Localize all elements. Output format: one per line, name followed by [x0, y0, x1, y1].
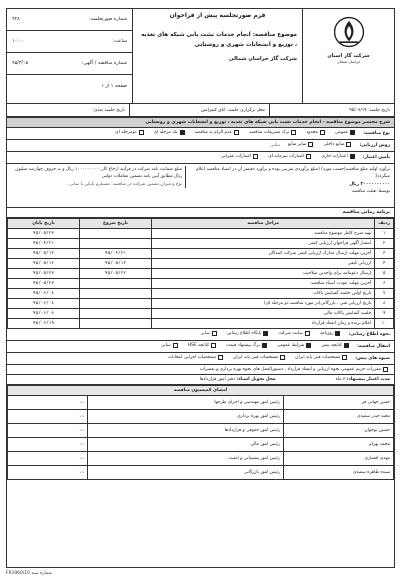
session-number-label: شماره صورتجلسه: — [89, 17, 127, 22]
schedule-start: ۹۵/۰۵/۱۲ — [80, 259, 152, 269]
docs2-label: شیوه های پیش: — [355, 356, 390, 361]
hour-label: ساعت: — [112, 39, 127, 44]
schedule-step: اعلام برنده و زمان انعقاد قرارداد — [152, 319, 375, 329]
schedule-step: انتشار آگهی فراخوان ارزیابی کیفی — [152, 239, 375, 249]
docs-option-label: کتابچه HSE — [187, 343, 210, 348]
schedule-step: تاریخ اولین جلسه گشایش پاکات — [152, 289, 375, 299]
page-row — [7, 75, 132, 97]
schedule-start — [80, 319, 152, 329]
signer-signature — [8, 438, 88, 452]
schedule-num: ۷ — [375, 289, 394, 299]
signer-row — [8, 424, 394, 438]
tender-type-option-label: ترک تشریفات مناقصه — [249, 130, 290, 135]
docs2-checkbox[interactable] — [218, 355, 223, 360]
publish-checkbox[interactable] — [335, 331, 340, 336]
subject — [138, 31, 297, 50]
schedule-end: ۹۵/۰۵/۲۷ — [8, 269, 80, 279]
funding-checkbox[interactable] — [350, 154, 355, 159]
session-place: اتاق کنفرانس — [200, 108, 226, 113]
funding-options — [213, 154, 357, 161]
schedule-header-step: مراحل مناقصه — [152, 219, 375, 229]
schedule-num: ۲ — [375, 239, 394, 249]
tender-type-checkbox[interactable] — [234, 130, 239, 135]
publish-option[interactable] — [227, 331, 271, 336]
evaluation-option-label: منابع داخلی — [323, 142, 345, 147]
schedule-step: تهیه شرح کامل موضوع مناقصه — [152, 229, 375, 239]
signers-table — [7, 385, 394, 480]
schedule-row — [8, 279, 394, 289]
schedule-row — [8, 239, 394, 249]
schedule-step: آخرین مهلت عودت اسناد مناقصه — [152, 279, 375, 289]
docs-option-label: ساير — [162, 343, 171, 348]
evaluation-option-label: سایر منابع — [287, 142, 307, 147]
publish-checkbox[interactable] — [212, 331, 217, 336]
schedule-num: ۶ — [375, 279, 394, 289]
tender-number: ۹۵/۳/۰۵ — [12, 61, 29, 66]
schedule-start — [80, 299, 152, 309]
session-row — [7, 103, 394, 117]
funding-checkbox[interactable] — [253, 154, 258, 159]
schedule-row — [8, 289, 394, 299]
docs-checkbox[interactable] — [173, 343, 178, 348]
docs2-option-label: مشخصات فنی پایه ایران — [233, 355, 279, 360]
docs-option[interactable] — [277, 343, 314, 348]
docs-options — [154, 343, 351, 350]
schedule-num: ۳ — [375, 249, 394, 259]
docs-option[interactable] — [188, 343, 218, 348]
logo-title: شرکت گاز استان — [327, 53, 370, 59]
schedule-table — [7, 218, 394, 329]
guarantee-note: نوع و میزان تضمین شرکت در مناقصه: مستلزم بانکی یا سایر... — [66, 181, 182, 187]
schedule-step: جلسه گشایش پاکات مالی — [152, 309, 375, 319]
tender-type-option-label: عدم الزام به مناقصه — [194, 130, 233, 135]
tender-type-option-label: عمومی — [334, 130, 349, 135]
docs-checkbox[interactable] — [262, 343, 267, 348]
docs2-checkbox[interactable] — [342, 355, 347, 360]
session-date-label: تاریخ جلسه: — [367, 108, 390, 113]
form-title: فرم صورتجلسه پیش از فراخوان — [169, 12, 266, 19]
publish-option[interactable] — [278, 331, 311, 336]
schedule-end: ۹۵/۰۶/۰۸ — [8, 309, 80, 319]
next-session-cell — [7, 104, 129, 117]
schedule-row — [8, 269, 394, 279]
subject-label: موضوع مناقصه: — [252, 32, 297, 38]
tender-type-option-label: دومرحله ای — [115, 130, 137, 135]
schedule-num: ۸ — [375, 299, 394, 309]
signer-signature — [8, 424, 88, 438]
estimate-amount: ۲۰۰۰۰۰۰۰۰۰۰ ریال — [349, 181, 390, 187]
schedule-row — [8, 319, 394, 329]
funding-option-label: اعتبارات عمرانی — [220, 154, 252, 159]
session-place-cell — [129, 104, 269, 117]
docs2-checkbox[interactable] — [280, 355, 285, 360]
signer-row — [8, 466, 394, 480]
period-label: مدت اعتبار پیشنهاد: — [346, 377, 390, 382]
signer-role: رئیس امور مالی — [88, 438, 284, 452]
tender-type-label: نوع مناقصه: — [363, 131, 390, 136]
signer-signature — [8, 466, 88, 480]
schedule-end: ۹۵/۰۵/۲۳ — [8, 229, 80, 239]
signer-signature — [8, 452, 88, 466]
evaluation-option[interactable] — [323, 142, 353, 147]
schedule-start — [80, 289, 152, 299]
docs2-options — [160, 355, 349, 362]
tender-type-option[interactable] — [195, 130, 242, 135]
tender-type-option-label: یک مرحله ای — [153, 130, 178, 135]
signature-scribble-icon: 〰 — [78, 456, 84, 462]
signers-title: امضای کمیسیون مناقصه — [8, 386, 394, 396]
docs2-option-label: مشخصات فنی پایه ایران — [295, 355, 341, 360]
docs-option[interactable] — [321, 343, 351, 348]
tender-type-option[interactable] — [249, 130, 298, 135]
funding-option[interactable] — [268, 154, 313, 159]
docs-checkbox[interactable] — [306, 343, 311, 348]
signer-row — [8, 396, 394, 410]
signer-name: حسن جهانی فر — [284, 396, 394, 410]
tender-type-checkbox[interactable] — [180, 130, 185, 135]
signer-name: حسین نوجوان — [284, 424, 394, 438]
evaluation-other: سایر: — [269, 143, 280, 148]
evaluation-label: روش ارزیابی: — [359, 143, 390, 148]
evaluation-checkbox[interactable] — [346, 142, 351, 147]
schedule-start — [80, 229, 152, 239]
signer-role: رئیس امور بازرگانی — [88, 466, 284, 480]
funding-option-label: اعتبارات سرمایه ای — [268, 154, 305, 159]
funding-checkbox[interactable] — [306, 154, 311, 159]
schedule-row — [8, 309, 394, 319]
schedule-row — [8, 299, 394, 309]
docs-checkbox[interactable] — [211, 343, 216, 348]
estimate-row — [7, 164, 394, 208]
signer-name: سیده طاهره سعیدی — [284, 466, 394, 480]
publish-option-label: پایگاه اطلاع رسانی — [226, 331, 262, 336]
schedule-step: ارزیابی کیفی — [152, 259, 375, 269]
period-value: ۳ ماه — [335, 377, 346, 382]
delivery-value: دفتر امور قراردادها — [199, 377, 235, 382]
schedule-end: ۹۵/۰۴/۲۱ — [8, 239, 80, 249]
docs-option[interactable] — [162, 343, 180, 348]
signer-name: مجید حیدر سعیدی — [284, 410, 394, 424]
schedule-num: ۱ — [375, 229, 394, 239]
docs-option-label: کتابچه پیش — [321, 343, 343, 348]
schedule-start — [80, 239, 152, 249]
signer-signature — [8, 396, 88, 410]
signature-scribble-icon: 〰 — [78, 414, 84, 420]
schedule-header-end: تاریخ پایان — [8, 219, 80, 229]
schedule-end: ۹۵/۰۵/۱۲ — [8, 249, 80, 259]
docs-label: انتقال مناقصه: — [357, 344, 390, 349]
publish-option-label: سایر — [201, 331, 210, 336]
company-name: شرکت گاز خراسان شمالی — [228, 56, 297, 62]
signer-role: رئیس امور مهندسی و اجرای طرحها — [88, 396, 284, 410]
guarantee-block — [11, 166, 186, 188]
funding-option[interactable] — [221, 154, 260, 159]
tender-type-checkbox[interactable] — [291, 130, 296, 135]
subject-value: انجام خدمات نشت یابی شبکه های تغذیه ، توزیع و انشعابات شهری و روستایی — [141, 32, 297, 48]
tender-number-label: شماره مناقصه / آگهی: — [81, 61, 127, 66]
publish-label: نحوه اطلاع رسانی: — [348, 332, 390, 337]
evaluation-row — [7, 140, 394, 152]
form-header — [7, 9, 394, 117]
signer-row — [8, 438, 394, 452]
funding-option-label: اعتبارات جاری — [321, 154, 348, 159]
signer-signature — [8, 410, 88, 424]
docs2-row — [7, 353, 394, 365]
signers-title-row — [8, 386, 394, 396]
company-logo-icon — [332, 15, 366, 49]
signer-row — [8, 452, 394, 466]
section-title: شرح مختصر موضوع مناقصه - انجام خدمات نشت یابی شبکه های تغذیه ، توزیع و انشعابات شهری و روستایی — [7, 117, 394, 128]
tender-type-option[interactable] — [306, 130, 327, 135]
delivery-label: محل تحویل اسناد: — [236, 377, 276, 382]
hour-row — [7, 31, 132, 53]
publish-option-label: روزنامه — [319, 331, 334, 336]
evaluation-checkbox[interactable] — [308, 142, 313, 147]
docs3-checkbox[interactable] — [383, 367, 388, 372]
schedule-row — [8, 229, 394, 239]
schedule-num: ۹ — [375, 309, 394, 319]
tender-type-checkbox[interactable] — [320, 130, 325, 135]
funding-row — [7, 152, 394, 164]
schedule-num: ۱۰ — [375, 319, 394, 329]
schedule-header-num: ردیف — [375, 219, 394, 229]
evaluation-options — [280, 142, 354, 149]
schedule-start — [80, 279, 152, 289]
publish-option[interactable] — [201, 331, 219, 336]
schedule-num: ۴ — [375, 259, 394, 269]
hour-value: ۱۰:۰۰ — [12, 39, 24, 44]
next-session-label: تاریخ جلسه بعدی: — [92, 108, 125, 113]
schedule-step: ارسال دعوتنامه برای واجدین صلاحیت — [152, 269, 375, 279]
docs-option[interactable] — [226, 343, 269, 348]
tender-type-checkbox[interactable] — [350, 130, 355, 135]
docs-option-label: برگ پیشنهاد قیمت — [226, 343, 260, 348]
schedule-row — [8, 249, 394, 259]
estimate-block — [190, 166, 390, 196]
tender-type-option-label: محدود — [306, 130, 318, 135]
signer-name: مهدی افشاری — [284, 452, 394, 466]
schedule-row — [8, 259, 394, 269]
docs3-text: مقررات حریم عمومی نحوه ارزیابی و انعقاد قرارداد , دستورالعمل های نحوه بهره برداری و تعمیرات — [199, 367, 381, 372]
form-body — [7, 117, 394, 480]
session-place-label: محل برگزاری جلسه: — [226, 108, 265, 113]
schedule-end: ۹۵/۰۵/۱۶ — [8, 259, 80, 269]
schedule-title: برنامه زمانی مناقصه — [7, 208, 394, 218]
signature-scribble-icon: 〰 — [78, 470, 84, 476]
signer-role: رئیس امور پشتیبانی و امنیت — [88, 452, 284, 466]
tender-type-checkbox[interactable] — [139, 130, 144, 135]
logo-subtitle: خراسان شمالی — [336, 59, 361, 64]
period-row — [7, 375, 394, 385]
schedule-step: آخرین مهلت ارسال مدارک ارزیابی کیفی شرکت کنندگان — [152, 249, 375, 259]
signature-scribble-icon: 〰 — [78, 400, 84, 406]
tender-type-options — [107, 130, 357, 137]
schedule-end: ۹۵/۰۶/۰۸ — [8, 299, 80, 309]
guarantee-text: مبلغ ضمانت نامه شرکت در فرآیند ارجاع کار: ۱۰۰۰۰۰۰۰۰۰ ریال و به حروف چهارصد میلیون ریال مطابق آیین نامه تضمین معاملات دولتی — [15, 167, 182, 180]
schedule-end: ۹۵/۰۵/۲۷ — [8, 279, 80, 289]
page-label: صفحه ۱ از ۱ — [101, 83, 127, 89]
tender-type-option[interactable] — [335, 130, 357, 135]
schedule-end: ۹۵/۰۶/۰۸ — [8, 289, 80, 299]
docs-checkbox[interactable] — [344, 343, 349, 348]
tender-type-row — [7, 128, 394, 140]
form-page — [6, 8, 395, 568]
docs-row — [7, 341, 394, 353]
docs2-option[interactable] — [168, 355, 225, 360]
schedule-header-row — [8, 219, 394, 229]
publish-checkbox[interactable] — [263, 331, 268, 336]
schedule-num: ۵ — [375, 269, 394, 279]
session-date-cell — [269, 104, 394, 117]
session-number: ۹۲۸ — [12, 17, 20, 22]
signature-scribble-icon: 〰 — [78, 442, 84, 448]
docs2-option[interactable] — [295, 355, 349, 360]
evaluation-option[interactable] — [288, 142, 316, 147]
schedule-body — [8, 229, 394, 329]
publish-checkbox[interactable] — [305, 331, 310, 336]
schedule-step: تاریخ ارزیابی فنی ، بازرگانی(در مورد مناقصه دو مرحله ای) — [152, 299, 375, 309]
tender-type-option[interactable] — [154, 130, 187, 135]
schedule-start: ۹۵/۰۵/۲۲ — [80, 269, 152, 279]
signers-body — [8, 396, 394, 480]
schedule-start — [80, 309, 152, 319]
tender-type-option[interactable] — [115, 130, 145, 135]
tender-number-row — [7, 53, 132, 75]
session-date: ۹۵/۰۷/۱۹ — [349, 108, 367, 113]
schedule-header-start: تاریخ شروع — [80, 219, 152, 229]
signer-name: محمد بهرام — [284, 438, 394, 452]
schedule-end: ۹۵/۰۶/۱۹ — [8, 319, 80, 329]
publish-option-label: سایت شرکت — [278, 331, 303, 336]
funding-option[interactable] — [321, 154, 356, 159]
docs2-option-label: مشخصات اجرایی انتخابات — [167, 355, 217, 360]
meta-box — [7, 9, 132, 103]
docs-option-label: شرایط عمومی — [276, 343, 305, 348]
signer-row — [8, 410, 394, 424]
title-box — [132, 9, 302, 103]
logo-box — [302, 9, 394, 103]
footer-code: FR1960/10 شماره سند — [6, 571, 52, 576]
publish-row — [7, 329, 394, 341]
client-label: توسط: هیئت مناقصه — [351, 189, 390, 195]
docs2-option[interactable] — [233, 355, 287, 360]
estimate-text: برآورد اولیه مبلغ مناقصه(حسب مورد) (مبلغ برآوردی تقریبی بوده و برآورد دقیقتر آن در اسناد مناقصه اعلام میگردد): — [195, 167, 390, 180]
publish-option[interactable] — [320, 331, 343, 336]
session-number-row — [7, 9, 132, 31]
signer-role: رئیس امور حقوقی و قراردادها — [88, 424, 284, 438]
schedule-start: ۹۵/۰۴/۲۱ — [80, 249, 152, 259]
signature-scribble-icon: 〰 — [78, 428, 84, 434]
publish-options — [193, 331, 342, 338]
funding-label: تأمین اعتبار: — [362, 155, 390, 160]
signer-role: رئیس امور بهره برداری — [88, 410, 284, 424]
docs3-row — [7, 365, 394, 375]
